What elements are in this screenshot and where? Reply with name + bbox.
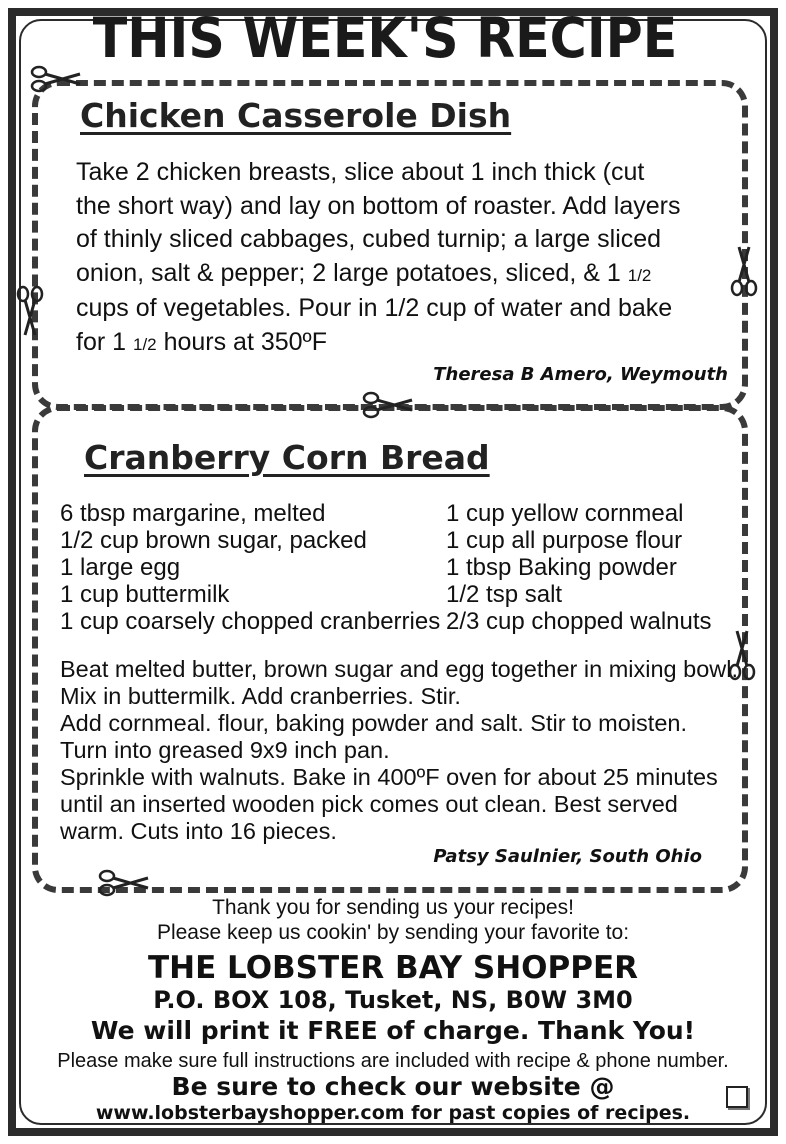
recipe-author-chicken: Theresa B Amero, Weymouth bbox=[433, 364, 728, 385]
recipe-title-cornbread: Cranberry Corn Bread bbox=[84, 438, 490, 477]
ingredient-item: 1/2 tsp salt bbox=[446, 581, 563, 608]
instruction-line: Add cornmeal. flour, baking powder and salt. Stir to moisten. bbox=[60, 710, 687, 736]
instruction-line: for 1 1/2 hours at 350ºF bbox=[76, 327, 327, 356]
footer-address: P.O. BOX 108, Tusket, NS, B0W 3M0 bbox=[153, 986, 633, 1014]
instruction-line: Mix in buttermilk. Add cranberries. Stir. bbox=[60, 683, 461, 709]
recipe-instructions-cornbread bbox=[60, 656, 740, 845]
scissors-icon bbox=[15, 285, 45, 337]
ingredient-item: 1 cup yellow cornmeal bbox=[446, 500, 684, 527]
scissors-icon bbox=[729, 245, 759, 297]
instruction-line: onion, salt & pepper; 2 large potatoes, sliced, & 1 1/2 bbox=[76, 258, 652, 287]
instruction-line: Turn into greased 9x9 inch pan. bbox=[60, 737, 390, 763]
recipe-instructions-chicken bbox=[76, 156, 726, 361]
ingredient-item: 1/2 cup brown sugar, packed bbox=[60, 527, 367, 554]
ingredient-item: 1 cup buttermilk bbox=[60, 581, 230, 608]
instruction-line: Beat melted butter, brown sugar and egg together in mixing bowl. bbox=[60, 656, 738, 682]
ingredient-item: 6 tbsp margarine, melted bbox=[60, 500, 326, 527]
scissors-icon bbox=[362, 390, 414, 420]
ingredient-item: 1 large egg bbox=[60, 554, 181, 581]
scissors-icon bbox=[30, 64, 82, 94]
instruction-line: Sprinkle with walnuts. Bake in 400ºF oven for about 25 minutes bbox=[60, 764, 718, 790]
ingredient-item: 1 cup coarsely chopped cranberries bbox=[60, 608, 441, 635]
footer-website: www.lobsterbayshopper.com for past copies of recipes. bbox=[95, 1102, 691, 1124]
instruction-line: of thinly sliced cabbages, cubed turnip; a large sliced bbox=[76, 225, 662, 253]
page-title: THIS WEEK'S RECIPE bbox=[92, 6, 678, 70]
scissors-icon bbox=[98, 868, 150, 898]
instruction-line: until an inserted wooden pick comes out clean. Best served bbox=[60, 791, 678, 817]
instruction-line: Take 2 chicken breasts, slice about 1 inch thick (cut bbox=[76, 158, 645, 186]
ingredients-left bbox=[60, 500, 440, 635]
footer-free: We will print it FREE of charge. Thank You! bbox=[90, 1016, 696, 1045]
checkbox-icon bbox=[726, 1086, 748, 1108]
footer-please: Please keep us cookin' by sending your favorite to: bbox=[156, 921, 630, 944]
footer-instructions: Please make sure full instructions are included with recipe & phone number. bbox=[57, 1050, 729, 1072]
recipe-author-cornbread: Patsy Saulnier, South Ohio bbox=[433, 846, 702, 867]
instruction-line: cups of vegetables. Pour in 1/2 cup of water and bake bbox=[76, 294, 673, 322]
ingredient-item: 1 tbsp Baking powder bbox=[446, 554, 677, 581]
ingredient-item: 2/3 cup chopped walnuts bbox=[446, 608, 712, 635]
footer-publisher: THE LOBSTER BAY SHOPPER bbox=[147, 950, 638, 986]
instruction-line: warm. Cuts into 16 pieces. bbox=[60, 818, 337, 844]
ingredient-item: 1 cup all purpose flour bbox=[446, 527, 683, 554]
recipe-title-chicken: Chicken Casserole Dish bbox=[80, 96, 512, 135]
instruction-line: the short way) and lay on bottom of roaster. Add layers bbox=[76, 191, 681, 220]
footer-thanks: Thank you for sending us your recipes! bbox=[212, 896, 574, 919]
ingredients-right bbox=[446, 500, 712, 635]
footer-website-prompt: Be sure to check our website @ bbox=[171, 1072, 615, 1101]
